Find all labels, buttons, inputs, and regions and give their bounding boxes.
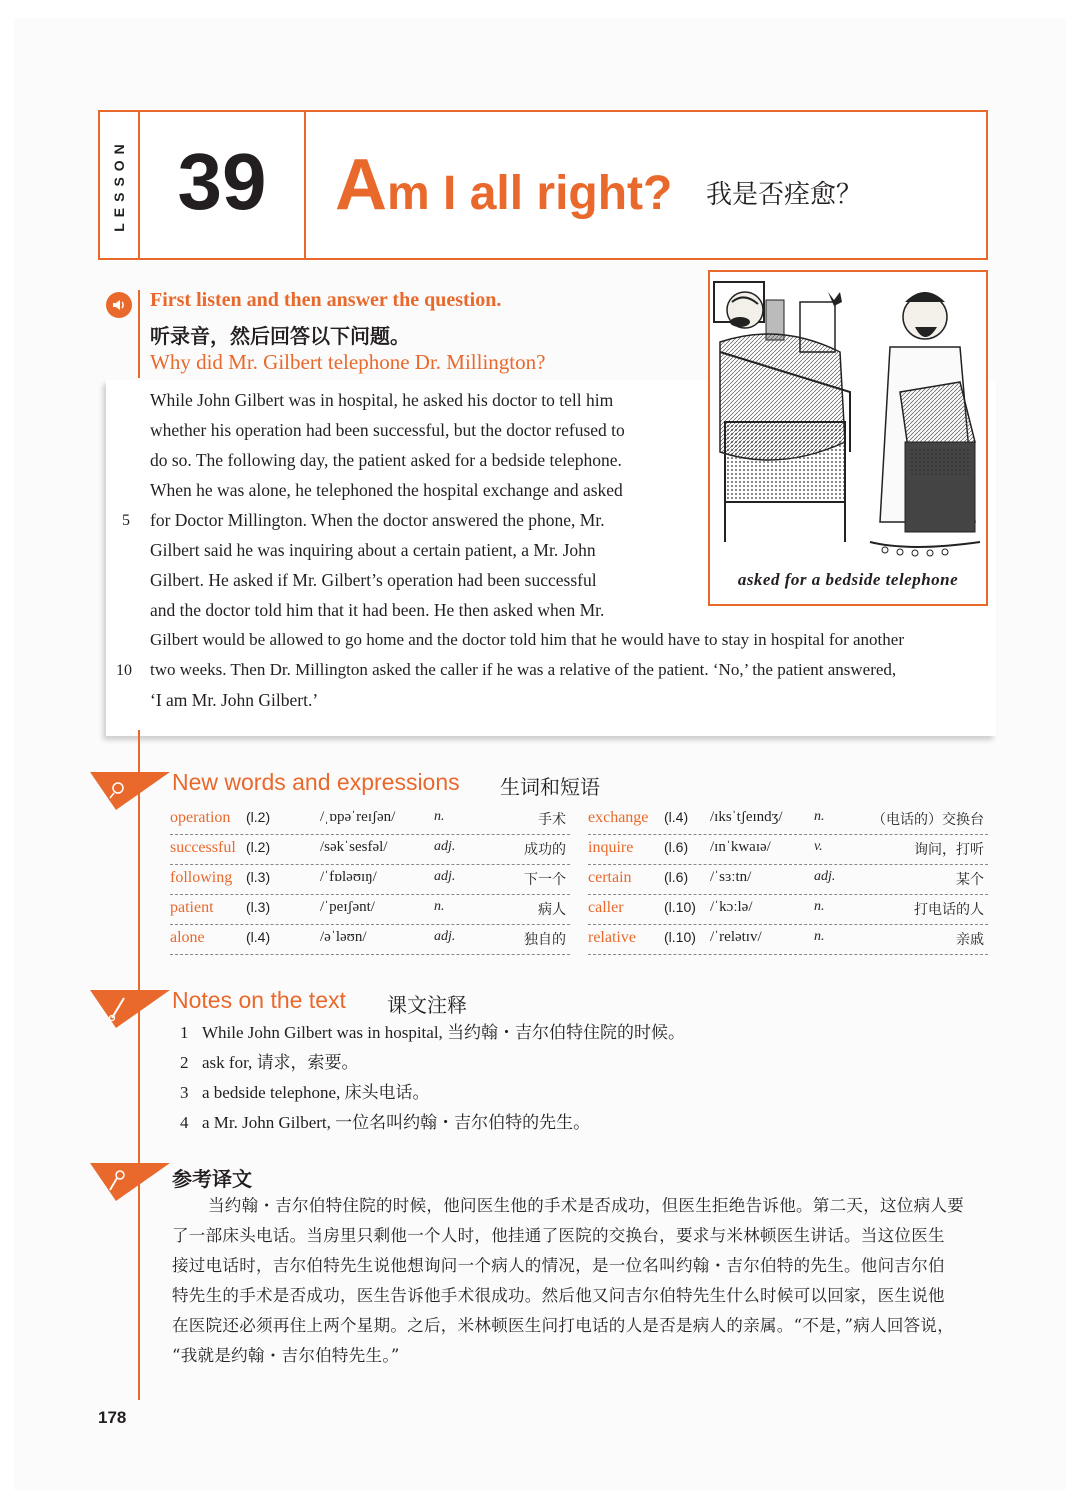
vocab-line-ref: (l.6): [664, 839, 689, 855]
vocab-phonetic: /ɪnˈkwaɪə/: [710, 839, 771, 855]
translation-section-marker: [90, 1163, 170, 1201]
vocab-part-of-speech: n.: [814, 809, 825, 824]
listening-question: Why did Mr. Gilbert telephone Dr. Millington?: [150, 350, 546, 374]
passage-line: ‘I am Mr. John Gilbert.’: [150, 690, 319, 710]
vocab-row: [170, 865, 570, 895]
vocab-meaning: 独自的: [524, 932, 566, 948]
vocab-meaning: 手术: [538, 812, 566, 828]
vocab-part-of-speech: adj.: [814, 869, 836, 884]
listening-instruction: First listen and then answer the question.: [150, 289, 502, 311]
vocab-word: caller: [588, 899, 624, 916]
vocab-phonetic: /ˈfɒləʊɪŋ/: [320, 869, 377, 885]
translation-line: “我就是约翰・吉尔伯特先生。”: [172, 1346, 400, 1365]
passage-line: for Doctor Millington. When the doctor answered the phone, Mr.: [150, 510, 605, 530]
lesson-label: LESSON: [111, 138, 127, 232]
vocab-section-marker: [90, 772, 170, 810]
translation-line: 在医院还必须再住上两个星期。之后，米林顿医生问打电话的人是否是病人的亲属。“不是，”病人回答说，: [172, 1316, 955, 1335]
vocab-phonetic: /ˈkɔːlə/: [710, 899, 753, 915]
vocab-line-ref: (l.3): [246, 869, 271, 885]
vocab-meaning: 亲戚: [956, 932, 984, 948]
passage-line: Gilbert said he was inquiring about a certain patient, a Mr. John: [150, 540, 596, 560]
vocab-phonetic: /səkˈsesfəl/: [320, 839, 388, 855]
vocab-meaning: 某个: [956, 872, 984, 888]
vocab-phonetic: /ˈsɜːtn/: [710, 869, 752, 885]
illustration-caption: asked for a bedside telephone: [737, 570, 959, 589]
line-number: 10: [116, 662, 132, 679]
translation-line: 特先生的手术是否成功，医生告诉他手术很成功。然后他又问吉尔伯特先生什么时候可以回家，医生说他: [172, 1286, 945, 1305]
listening-instruction-cn: 听录音，然后回答以下问题。: [150, 324, 410, 348]
vocab-row: [588, 895, 988, 925]
vocab-row: [588, 865, 988, 895]
notes-title-cn: 课文注释: [387, 993, 467, 1017]
passage-line: Gilbert would be allowed to go home and the doctor told him that he would have to stay in hospital for another: [150, 630, 904, 649]
illustration: [708, 270, 988, 606]
lesson-title-cn: 我是否痊愈？: [706, 180, 863, 210]
vocab-phonetic: /ˈpeɪʃənt/: [320, 899, 375, 915]
notes-section-marker: [90, 990, 170, 1028]
margin-rule: [138, 290, 140, 378]
vocab-row: [588, 925, 988, 955]
vocab-row: [170, 805, 570, 835]
passage-line: do so. The following day, the patient asked for a bedside telephone.: [150, 450, 622, 470]
vocab-part-of-speech: v.: [814, 839, 823, 854]
vocab-part-of-speech: n.: [814, 899, 825, 914]
vocab-part-of-speech: adj.: [434, 869, 456, 884]
passage-line: and the doctor told him that it had been. He then asked when Mr.: [150, 600, 605, 620]
vocab-phonetic: /ɪksˈtʃeɪndʒ/: [710, 809, 783, 825]
vocab-word: inquire: [588, 839, 634, 856]
vocab-line-ref: (l.2): [246, 809, 271, 825]
vocab-part-of-speech: n.: [814, 929, 825, 944]
vocab-line-ref: (l.6): [664, 869, 689, 885]
notes-title: Notes on the text: [172, 987, 346, 1013]
vocab-line-ref: (l.2): [246, 839, 271, 855]
lesson-number-box: [140, 112, 306, 258]
vocab-line-ref: (l.3): [246, 899, 271, 915]
passage-line: When he was alone, he telephoned the hospital exchange and asked: [150, 480, 623, 500]
note-item: 2 ask for, 请求，索要。: [180, 1053, 359, 1073]
vocab-phonetic: /ˌɒpəˈreɪʃən/: [320, 809, 396, 825]
translation-title: 参考译文: [172, 1167, 252, 1191]
lesson-header: [98, 110, 988, 260]
vocab-phonetic: /əˈləʊn/: [320, 929, 367, 945]
note-item: 1 While John Gilbert was in hospital, 当约翰・吉尔伯特住院的时候。: [180, 1023, 686, 1043]
note-item: 3 a bedside telephone, 床头电话。: [180, 1083, 430, 1103]
vocab-meaning: 下一个: [524, 872, 566, 888]
vocab-meaning: 打电话的人: [914, 902, 984, 918]
translation-line: 接过电话时，吉尔伯特先生说他想询问一个病人的情况，是一位名叫约翰・吉尔伯特的先生。他问吉尔伯: [172, 1256, 945, 1275]
note-item: 4 a Mr. John Gilbert, 一位名叫约翰・吉尔伯特的先生。: [180, 1113, 591, 1133]
illustration-drawing: [710, 272, 986, 562]
vocab-word: relative: [588, 929, 636, 946]
vocab-row: [588, 805, 988, 835]
vocab-meaning: 成功的: [524, 842, 566, 858]
vocab-line-ref: (l.4): [664, 809, 689, 825]
vocab-word: exchange: [588, 809, 649, 826]
vocab-title: New words and expressions: [172, 769, 460, 795]
vocab-phonetic: /ˈrelətɪv/: [710, 929, 762, 945]
passage-line: Gilbert. He asked if Mr. Gilbert’s operation had been successful: [150, 570, 597, 590]
vocab-word: patient: [170, 899, 214, 916]
vocab-word: successful: [170, 839, 236, 856]
vocab-part-of-speech: n.: [434, 809, 445, 824]
vocab-row: [588, 835, 988, 865]
vocab-line-ref: (l.4): [246, 929, 271, 945]
line-number: 5: [122, 512, 130, 529]
vocab-meaning: 询问，打听: [914, 842, 984, 858]
translation-line: 当约翰・吉尔伯特住院的时候，他问医生他的手术是否成功，但医生拒绝告诉他。第二天，这位病人要: [208, 1196, 964, 1215]
speaker-icon[interactable]: [106, 292, 132, 318]
passage-line: While John Gilbert was in hospital, he asked his doctor to tell him: [150, 390, 614, 410]
passage-line: whether his operation had been successful, but the doctor refused to: [150, 420, 625, 440]
vocab-part-of-speech: adj.: [434, 929, 456, 944]
vocab-title-cn: 生词和短语: [500, 775, 600, 799]
vocab-row: [170, 835, 570, 865]
lesson-title: Am I all right?: [335, 145, 673, 225]
vocab-word: alone: [170, 929, 205, 946]
vocab-row: [170, 895, 570, 925]
vocab-meaning: 病人: [538, 902, 566, 918]
vocab-meaning: （电话的）交换台: [872, 812, 984, 828]
margin-rule: [138, 730, 140, 1400]
vocab-word: following: [170, 869, 233, 886]
translation-line: 了一部床头电话。当房里只剩他一个人时，他挂通了医院的交换台，要求与米林顿医生讲话。当这位医生: [172, 1226, 945, 1245]
vocab-line-ref: (l.10): [664, 929, 696, 945]
vocab-part-of-speech: adj.: [434, 839, 456, 854]
vocab-word: operation: [170, 809, 231, 826]
vocab-part-of-speech: n.: [434, 899, 445, 914]
vocab-word: certain: [588, 869, 632, 886]
vocab-row: [170, 925, 570, 955]
page-number: 178: [98, 1408, 127, 1427]
passage-line: two weeks. Then Dr. Millington asked the caller if he was a relative of the patient. ‘No,’ the patient answered,: [150, 660, 897, 679]
lesson-label-strip: [100, 112, 140, 258]
vocab-line-ref: (l.10): [664, 899, 696, 915]
lesson-number: 39: [177, 137, 267, 226]
